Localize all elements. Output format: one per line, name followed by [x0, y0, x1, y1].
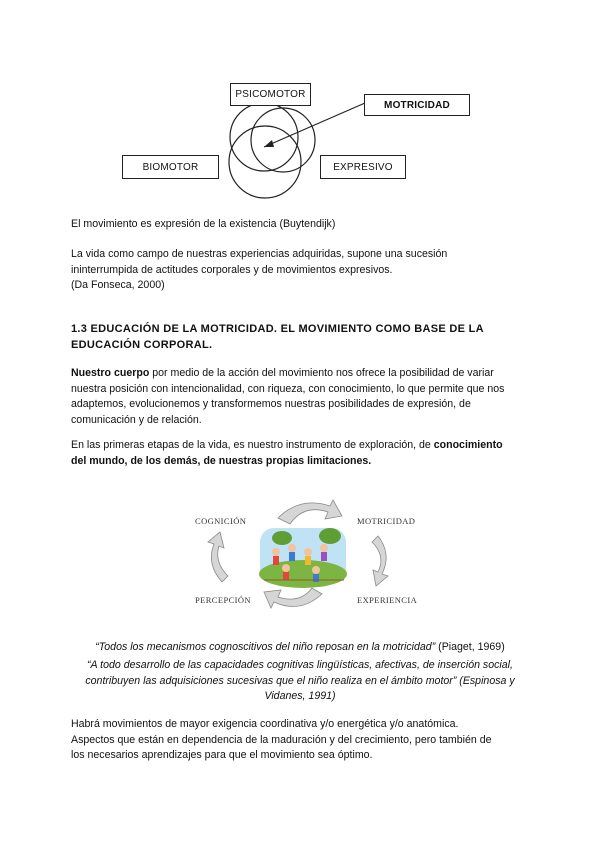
text-line: nuestra posición con intencionalidad, con riqueza, con conocimiento, lo que permite que nos [71, 382, 505, 395]
quote-citation: (Piaget, 1969) [435, 640, 505, 653]
heading-line: 1.3 EDUCACIÓN DE LA MOTRICIDAD. EL MOVIMIENTO COMO BASE DE LA [71, 323, 484, 335]
children-playing-illustration [259, 528, 347, 588]
bold-term: Nuestro cuerpo [71, 367, 150, 379]
quote-espinosa [60, 658, 540, 705]
quote-piaget [60, 640, 540, 656]
text-line: del mundo, de los demás, de nuestras propias limitaciones. [71, 454, 372, 467]
text-line: ininterrumpida de actitudes corporales y de movimientos expresivos. [71, 263, 393, 276]
heading-line: EDUCACIÓN CORPORAL. [71, 339, 213, 351]
paragraph-movimientos [71, 717, 541, 764]
section-heading [71, 321, 484, 353]
box-biomotor: BIOMOTOR [122, 155, 219, 179]
text-line [71, 438, 541, 454]
quote-text: “Todos los mecanismos cognoscitivos del niño reposan en la motricidad” [95, 640, 436, 653]
venn-circle-bottom [229, 126, 301, 198]
box-expresivo: EXPRESIVO [320, 155, 406, 179]
arrow-right [372, 536, 388, 586]
box-psicomotor: PSICOMOTOR [230, 83, 311, 106]
quote-line: Vidanes, 1991) [264, 690, 336, 702]
venn-pointer-arrowhead [264, 140, 274, 147]
label-cognicion: COGNICIÓN [195, 516, 247, 526]
arrow-bottom [264, 588, 322, 608]
text-line: Aspectos que están en dependencia de la maduración y del crecimiento, pero también de [71, 733, 492, 746]
arrow-left [208, 532, 228, 582]
label-experiencia: EXPERIENCIA [357, 595, 418, 605]
arrow-top [278, 500, 342, 524]
paragraph-primeras-etapas [71, 438, 541, 469]
paragraph-nuestro-cuerpo [71, 366, 541, 428]
label-motricidad: MOTRICIDAD [357, 516, 416, 526]
text-line [71, 366, 541, 382]
paragraph-buytendijk: El movimiento es expresión de la existencia (Buytendijk) [71, 218, 336, 230]
text-line: comunicación y de relación. [71, 413, 202, 426]
text-line: adaptemos, evolucionemos y transformemos nuestras posibilidades de expresión, de [71, 398, 471, 410]
label-percepcion: PERCEPCIÓN [195, 595, 251, 605]
text-span: por medio de la acción del movimiento nos ofrece la posibilidad de variar [149, 367, 494, 379]
venn-circle-right [251, 108, 315, 172]
bold-term: conocimiento [433, 439, 503, 451]
box-motricidad: MOTRICIDAD [364, 94, 470, 116]
text-line: los necesarios aprendizajes para que el movimiento sea óptimo. [71, 749, 373, 761]
quote-line: contribuyen las adquisiciones sucesivas que el niño realiza en el ámbito motor” (Espinosa y [85, 674, 515, 687]
cycle-arrows [0, 490, 600, 620]
paragraph-da-fonseca [71, 247, 447, 294]
text-line: (Da Fonseca, 2000) [71, 279, 165, 291]
quote-line: “A todo desarrollo de las capacidades cognitivas lingüísticas, afectivas, de inserción social, [87, 659, 513, 671]
text-line: Habrá movimientos de mayor exigencia coordinativa y/o energética y/o anatómica. [71, 718, 459, 730]
text-line: La vida como campo de nuestras experiencias adquiridas, supone una sucesión [71, 248, 448, 260]
text-span: En las primeras etapas de la vida, es nuestro instrumento de exploración, de [71, 439, 434, 451]
